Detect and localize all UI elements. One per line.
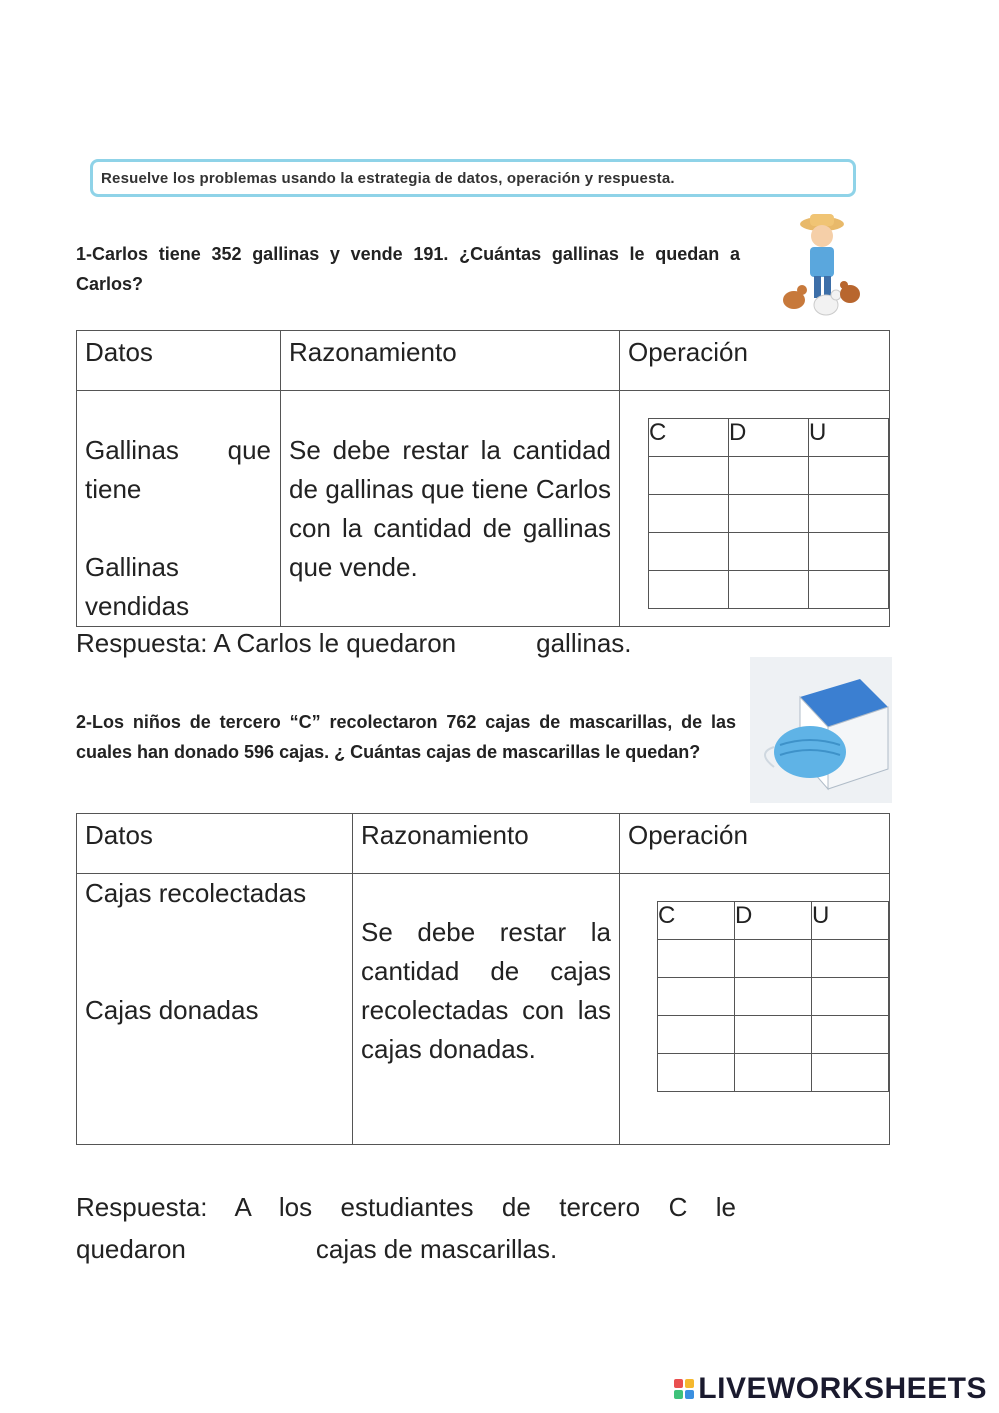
problem-1-text: 1-Carlos tiene 352 gallinas y vende 191. ¿Cuántas gallinas le quedan a Carlos? [76, 244, 740, 294]
razonamiento-cell: Se debe restar la cantidad de gallinas que tiene Carlos con la cantidad de gallinas que vende. [281, 391, 620, 627]
liveworksheets-logo: LIVEWORKSHEETS [674, 1372, 987, 1406]
instruction-text: Resuelve los problemas usando la estrategia de datos, operación y respuesta. [101, 169, 675, 187]
datos-item-1: Cajas recolectadas [85, 878, 307, 908]
datos-cell: Gallinas que tiene Gallinas vendidas [77, 391, 281, 627]
operacion-header: Operación [620, 814, 890, 874]
operacion-header: Operación [620, 331, 890, 391]
operacion-cell [620, 391, 890, 627]
masks-illustration [750, 657, 892, 803]
problem-2-text: 2-Los niños de tercero “C” recolectaron 762 cajas de mascarillas, de las cuales han donado 596 cajas. ¿ Cuántas cajas de mascarillas le quedan? [76, 712, 736, 762]
razonamiento-header: Razonamiento [281, 331, 620, 391]
datos-cell [77, 874, 353, 1145]
razonamiento-header: Razonamiento [353, 814, 620, 874]
problem-1-table [76, 330, 890, 627]
problem-1-answer: Respuesta: A Carlos le quedaron gallinas. [76, 628, 632, 658]
razonamiento-cell: Se debe restar la cantidad de cajas recolectadas con las cajas donadas. [353, 874, 620, 1145]
datos-header: Datos [77, 331, 281, 391]
datos-item-2: Gallinas [85, 552, 179, 582]
logo-icon [674, 1379, 694, 1399]
problem-2-table [76, 813, 890, 1145]
cdu-table[interactable]: C D U [648, 418, 889, 609]
problem-2-answer: Respuesta: A los estudiantes de tercero C le quedaron cajas de mascarillas. [76, 1192, 736, 1264]
operacion-cell [620, 874, 890, 1145]
farmer-illustration [778, 210, 862, 322]
datos-item-2: Cajas donadas [85, 995, 259, 1025]
cdu-table[interactable]: C D U [657, 901, 889, 1092]
datos-header: Datos [77, 814, 353, 874]
instruction-banner [90, 159, 856, 197]
